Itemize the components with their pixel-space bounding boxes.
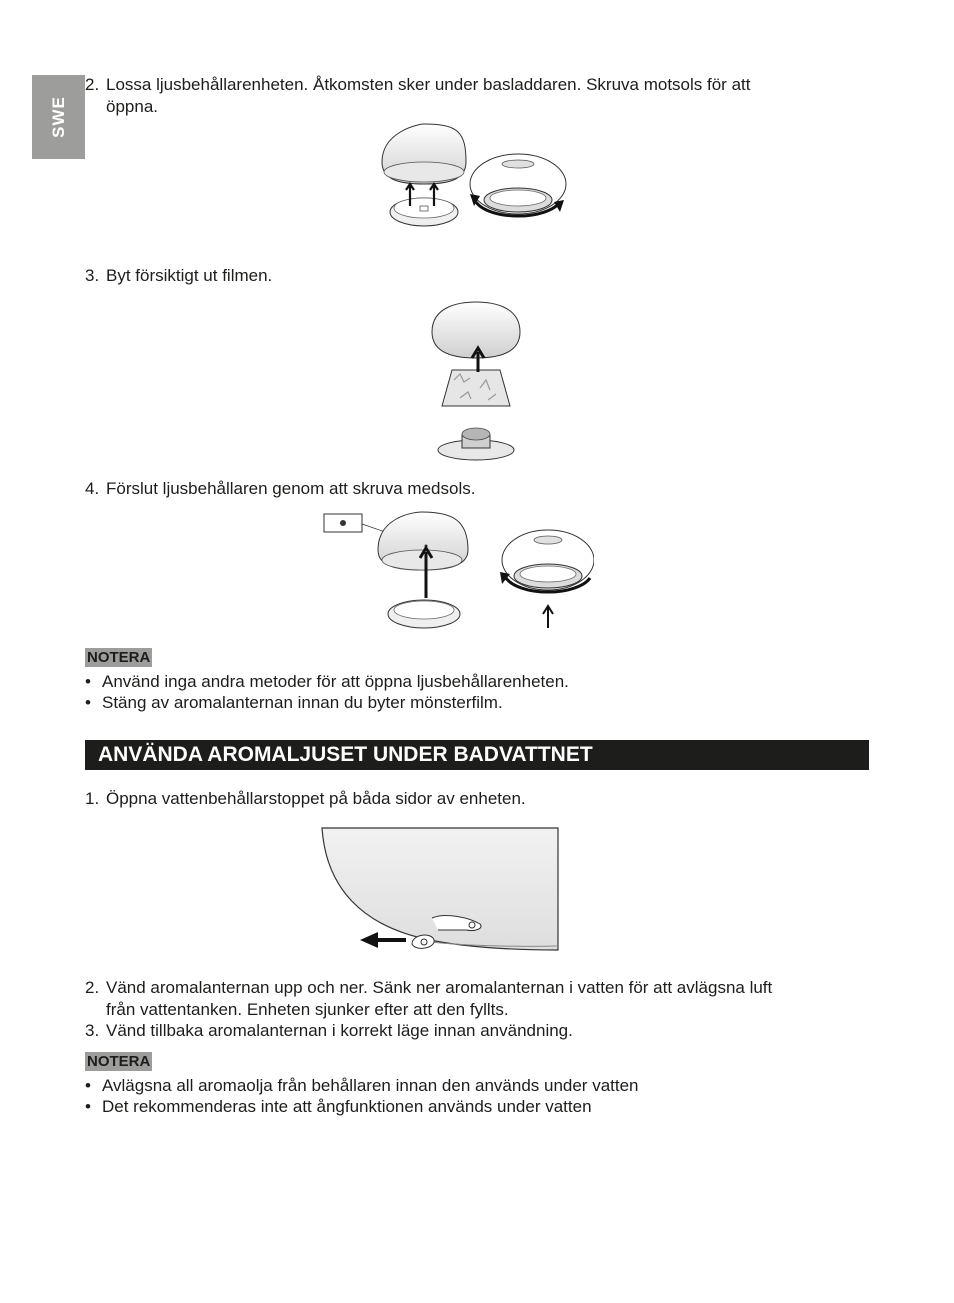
list-item — [85, 671, 569, 692]
language-tab — [32, 75, 85, 159]
bath-step-2 — [85, 977, 772, 1021]
figure-unscrew-light-container — [378, 122, 580, 236]
note-list — [85, 1075, 639, 1117]
note-list — [85, 671, 569, 713]
list-item — [85, 1075, 639, 1096]
list-item-text: Det rekommenderas inte att ångfunktionen används under vatten — [102, 1097, 592, 1116]
step-text-line2: öppna. — [106, 97, 158, 116]
step-number: 3. — [85, 266, 100, 285]
figure-open-water-stopper — [320, 826, 560, 956]
bullet-icon: • — [85, 693, 91, 712]
list-item-text: Avlägsna all aromaolja från behållaren innan den används under vatten — [102, 1076, 639, 1095]
bullet-icon: • — [85, 672, 91, 691]
note-label: NOTERA — [87, 1053, 151, 1070]
list-item — [85, 692, 569, 713]
section-heading: ANVÄNDA AROMALJUSET UNDER BADVATTNET — [85, 740, 869, 770]
step-number: 1. — [85, 789, 100, 808]
step-text-line1: Vänd aromalanternan upp och ner. Sänk ner aromalanternan i vatten för att avlägsna luft — [106, 978, 773, 997]
step-text-line2: från vattentanken. Enheten sjunker efter att den fyllts. — [106, 1000, 509, 1019]
step-number: 2. — [85, 75, 100, 94]
note-label: NOTERA — [87, 649, 151, 666]
figure-replace-film — [430, 300, 522, 466]
step-text: Förslut ljusbehållaren genom att skruva medsols. — [106, 479, 476, 498]
step-text: Vänd tillbaka aromalanternan i korrekt läge innan användning. — [106, 1021, 573, 1040]
bullet-icon: • — [85, 1097, 91, 1116]
language-tab-label: SWE — [48, 96, 68, 138]
step-3-replace-film — [85, 265, 272, 287]
bullet-icon: • — [85, 1076, 91, 1095]
figure-screw-closed — [322, 510, 594, 630]
step-text-line1: Lossa ljusbehållarenheten. Åtkomsten sker under basladdaren. Skruva motsols för att — [106, 75, 751, 94]
step-4-close — [85, 478, 475, 500]
list-item — [85, 1096, 639, 1117]
step-text: Öppna vattenbehållarstoppet på båda sidor av enheten. — [106, 789, 526, 808]
list-item-text: Stäng av aromalanternan innan du byter mönsterfilm. — [102, 693, 503, 712]
bath-step-1 — [85, 788, 526, 810]
step-number: 4. — [85, 479, 100, 498]
list-item-text: Använd inga andra metoder för att öppna ljusbehållarenheten. — [102, 672, 569, 691]
step-number: 2. — [85, 978, 100, 997]
step-text: Byt försiktigt ut filmen. — [106, 266, 273, 285]
step-number: 3. — [85, 1021, 100, 1040]
bath-step-3 — [85, 1020, 573, 1042]
step-2-open — [85, 74, 750, 118]
